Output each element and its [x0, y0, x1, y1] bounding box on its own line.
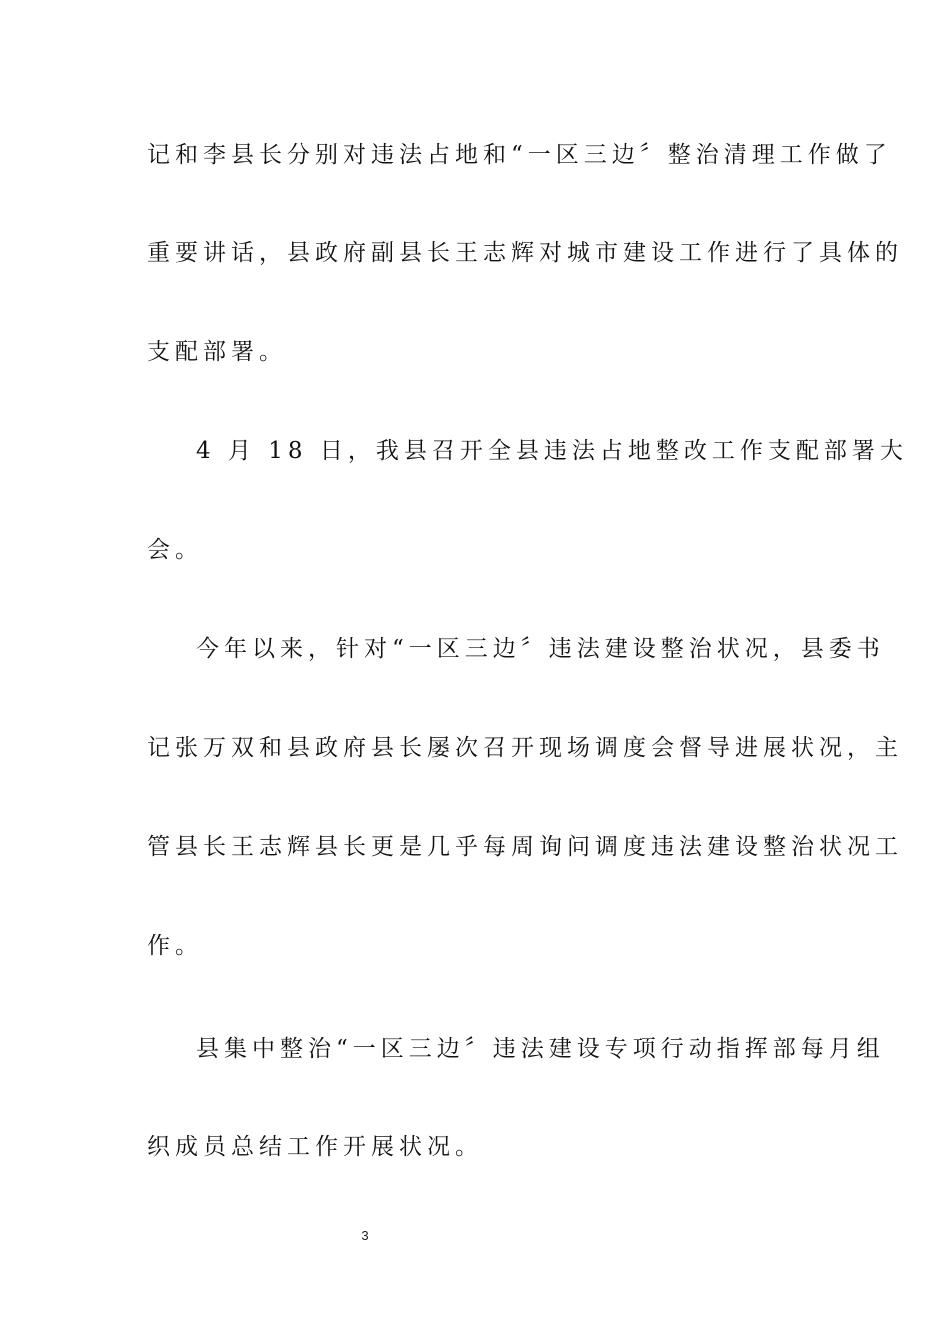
- paragraph-3-line-1: 今年以来，针对“一区三边〞违法建设整治状况，县委书: [196, 636, 885, 662]
- paragraph-2-line-1: 4 月 18 日，我县召开全县违法占地整改工作支配部署大: [196, 438, 908, 464]
- paragraph-1-line-3: 支配部署。: [147, 339, 287, 365]
- paragraph-3-line-3: 管县长王志辉县长更是几乎每周询问调度违法建设整治状况工: [147, 834, 903, 860]
- paragraph-3-line-4: 作。: [147, 933, 203, 959]
- paragraph-2-line-2: 会。: [147, 537, 203, 563]
- paragraph-1-line-2: 重要讲话，县政府副县长王志辉对城市建设工作进行了具体的: [147, 240, 903, 266]
- paragraph-1-line-1: 记和李县长分别对违法占地和“一区三边〞整治清理工作做了: [147, 142, 892, 168]
- paragraph-4-line-2: 织成员总结工作开展状况。: [147, 1134, 483, 1160]
- paragraph-3-line-2: 记张万双和县政府县长屡次召开现场调度会督导进展状况，主: [147, 735, 903, 761]
- page-number: 3: [361, 1228, 369, 1243]
- paragraph-4-line-1: 县集中整治“一区三边〞违法建设专项行动指挥部每月组: [196, 1036, 885, 1062]
